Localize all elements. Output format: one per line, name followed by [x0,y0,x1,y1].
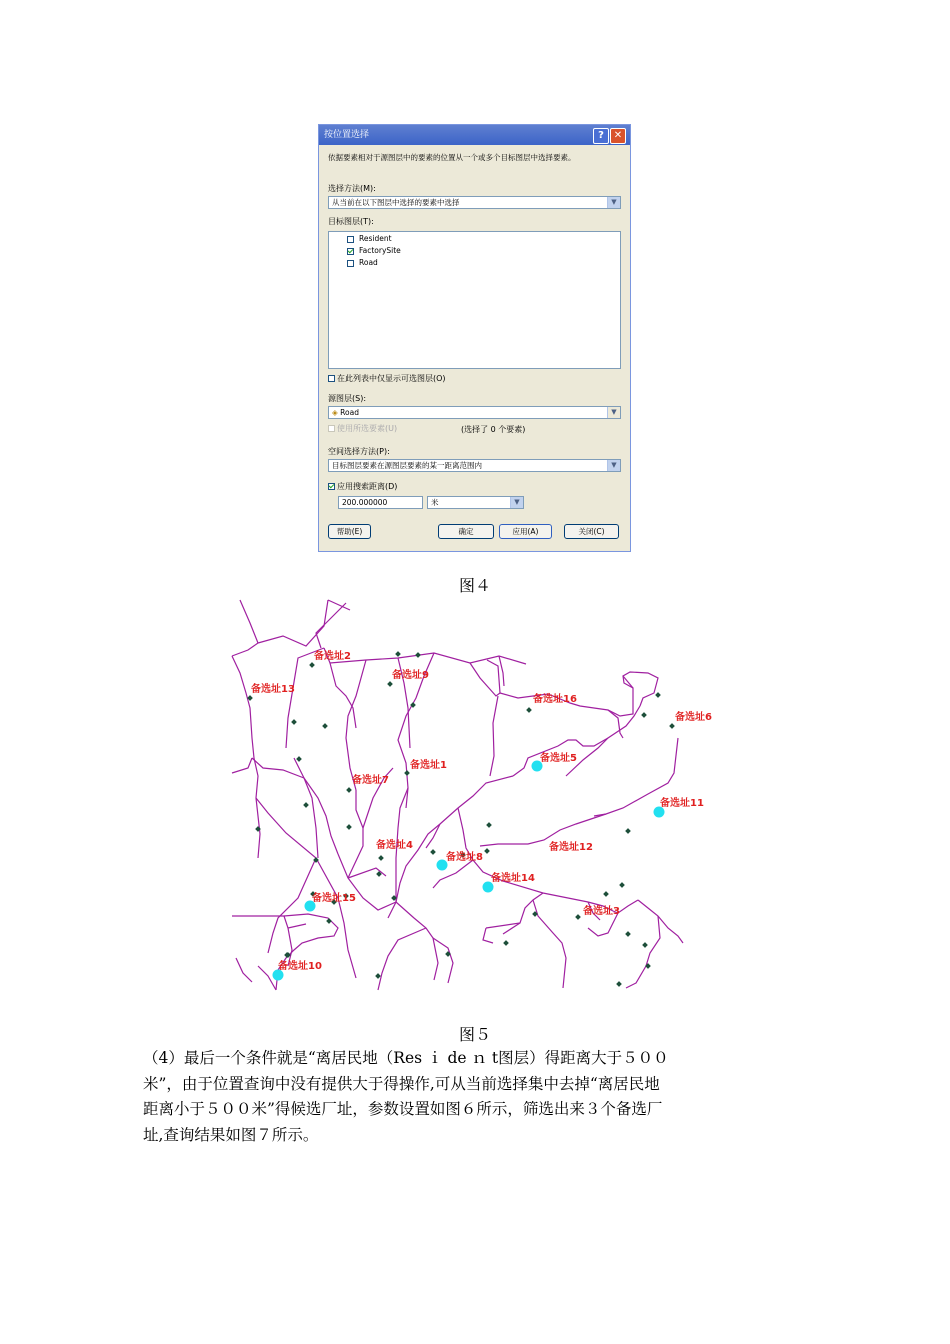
layer-item-resident[interactable] [347,234,392,244]
source-layer-value: Road [340,408,359,417]
figure-4-caption: 图４ [459,576,492,595]
dialog-title: 按位置选择 [324,130,370,140]
unit-select[interactable] [427,496,524,509]
candidate-point [669,723,675,729]
candidate-point [503,940,509,946]
site-label: 备选址1 [410,760,447,771]
road-map [228,598,714,993]
site-label: 备选址5 [540,753,577,764]
layer-item-road[interactable] [347,258,378,268]
candidate-point [484,848,490,854]
layer-checkbox-resident[interactable] [347,236,354,243]
target-layer-label: 目标图层(T): [328,217,374,226]
figure-5-caption: 图５ [459,1025,492,1044]
search-distance-option[interactable] [328,481,397,492]
method-value: 从当前在以下图层中选择的要素中选择 [332,198,460,207]
dialog-description: 依据要素相对于源图层中的要素的位置从一个或多个目标图层中选择要素。 [328,153,576,162]
road-layer-icon: ◈ [332,408,338,417]
layer-checkbox-road[interactable] [347,260,354,267]
help-button[interactable]: 帮助(E) [328,524,371,539]
spatial-method-value: 目标图层要素在源图层要素的某一距离范围内 [332,461,482,470]
candidate-point [375,973,381,979]
candidate-point [486,822,492,828]
search-distance-label: 应用搜索距离(D) [337,482,398,491]
site-label: 备选址13 [251,684,295,695]
source-layer-label: 源图层(S): [328,394,367,403]
site-label: 备选址6 [675,712,712,723]
site-label: 备选址12 [549,842,593,853]
use-selected-checkbox[interactable] [328,425,335,432]
unit-value: 米 [431,498,439,507]
candidate-point [284,952,290,958]
paragraph-line: 米”，由于位置查询中没有提供大于得操作,可从当前选择集中去掉“离居民地 [143,1074,660,1093]
layer-checkbox-factorysite[interactable] [347,248,354,255]
close-button[interactable]: 关闭(C) [564,524,619,539]
candidate-point [309,662,315,668]
paragraph-line: 址,查询结果如图７所示。 [143,1125,319,1144]
help-icon[interactable]: ? [593,128,609,144]
ok-button[interactable]: 确定 [438,524,494,539]
spatial-method-select[interactable] [328,459,621,472]
road-network [232,600,683,990]
candidate-point [404,770,410,776]
chevron-down-icon[interactable]: ▼ [607,460,620,471]
selected-count: (选择了 0 个要素) [461,425,526,434]
site-label: 备选址8 [446,852,483,863]
chevron-down-icon[interactable]: ▼ [607,197,620,208]
method-label: 选择方法(M): [328,184,376,193]
candidate-point [430,849,436,855]
chevron-down-icon[interactable]: ▼ [607,407,620,418]
use-selected-option[interactable] [328,423,397,434]
site-label: 备选址2 [314,651,351,662]
site-label: 备选址3 [583,906,620,917]
candidate-point [346,787,352,793]
candidate-point [303,802,309,808]
site-label: 备选址9 [392,670,429,681]
only-selectable-label: 在此列表中仅显示可选图层(O) [337,374,446,383]
spatial-method-label: 空间选择方法(P): [328,447,390,456]
use-selected-label: 使用所选要素(U) [337,424,398,433]
layer-name: Resident [359,234,392,243]
site-label: 备选址7 [352,775,389,786]
layer-item-factorysite[interactable] [347,246,401,256]
site-label: 备选址14 [491,873,535,884]
candidate-point [445,951,451,957]
candidate-point [378,855,384,861]
source-layer-select[interactable] [328,406,621,419]
dialog-titlebar [319,125,630,145]
layer-name: FactorySite [359,246,401,255]
candidate-point [625,828,631,834]
close-icon[interactable]: ✕ [610,128,626,144]
site-label: 备选址4 [376,840,413,851]
candidate-point [575,914,581,920]
only-selectable-option[interactable] [328,373,446,384]
candidate-point [526,707,532,713]
apply-button[interactable]: 应用(A) [499,524,552,539]
candidate-point [346,824,352,830]
body-paragraph [143,1046,809,1148]
paragraph-line: 距离小于５００米”得候选厂址，参数设置如图６所示，筛选出来３个备选厂 [143,1100,663,1118]
selected-sites [273,761,665,981]
select-by-location-dialog [318,124,631,552]
candidate-point [322,723,328,729]
only-selectable-checkbox[interactable] [328,375,335,382]
candidate-point [642,942,648,948]
candidate-point [326,918,332,924]
method-select[interactable] [328,196,621,209]
chevron-down-icon[interactable]: ▼ [510,497,523,508]
candidate-point [387,681,393,687]
site-label: 备选址11 [660,798,704,809]
candidate-point [616,981,622,987]
paragraph-line: （4）最后一个条件就是“离居民地（Res ｉ de ｎ t图层）得距离大于５００ [143,1049,669,1067]
site-label: 备选址16 [533,694,577,705]
layer-name: Road [359,258,378,267]
candidate-point [625,931,631,937]
candidate-point [619,882,625,888]
candidate-point [395,651,401,657]
candidate-point [641,712,647,718]
distance-input[interactable]: 200.000000 [338,496,423,509]
candidate-point [655,692,661,698]
candidate-point [415,652,421,658]
candidate-point [603,891,609,897]
target-layer-list[interactable] [328,231,621,369]
search-distance-checkbox[interactable] [328,483,335,490]
site-label: 备选址10 [278,961,322,972]
candidate-point [296,756,302,762]
site-label: 备选址15 [312,893,356,904]
candidate-point [291,719,297,725]
